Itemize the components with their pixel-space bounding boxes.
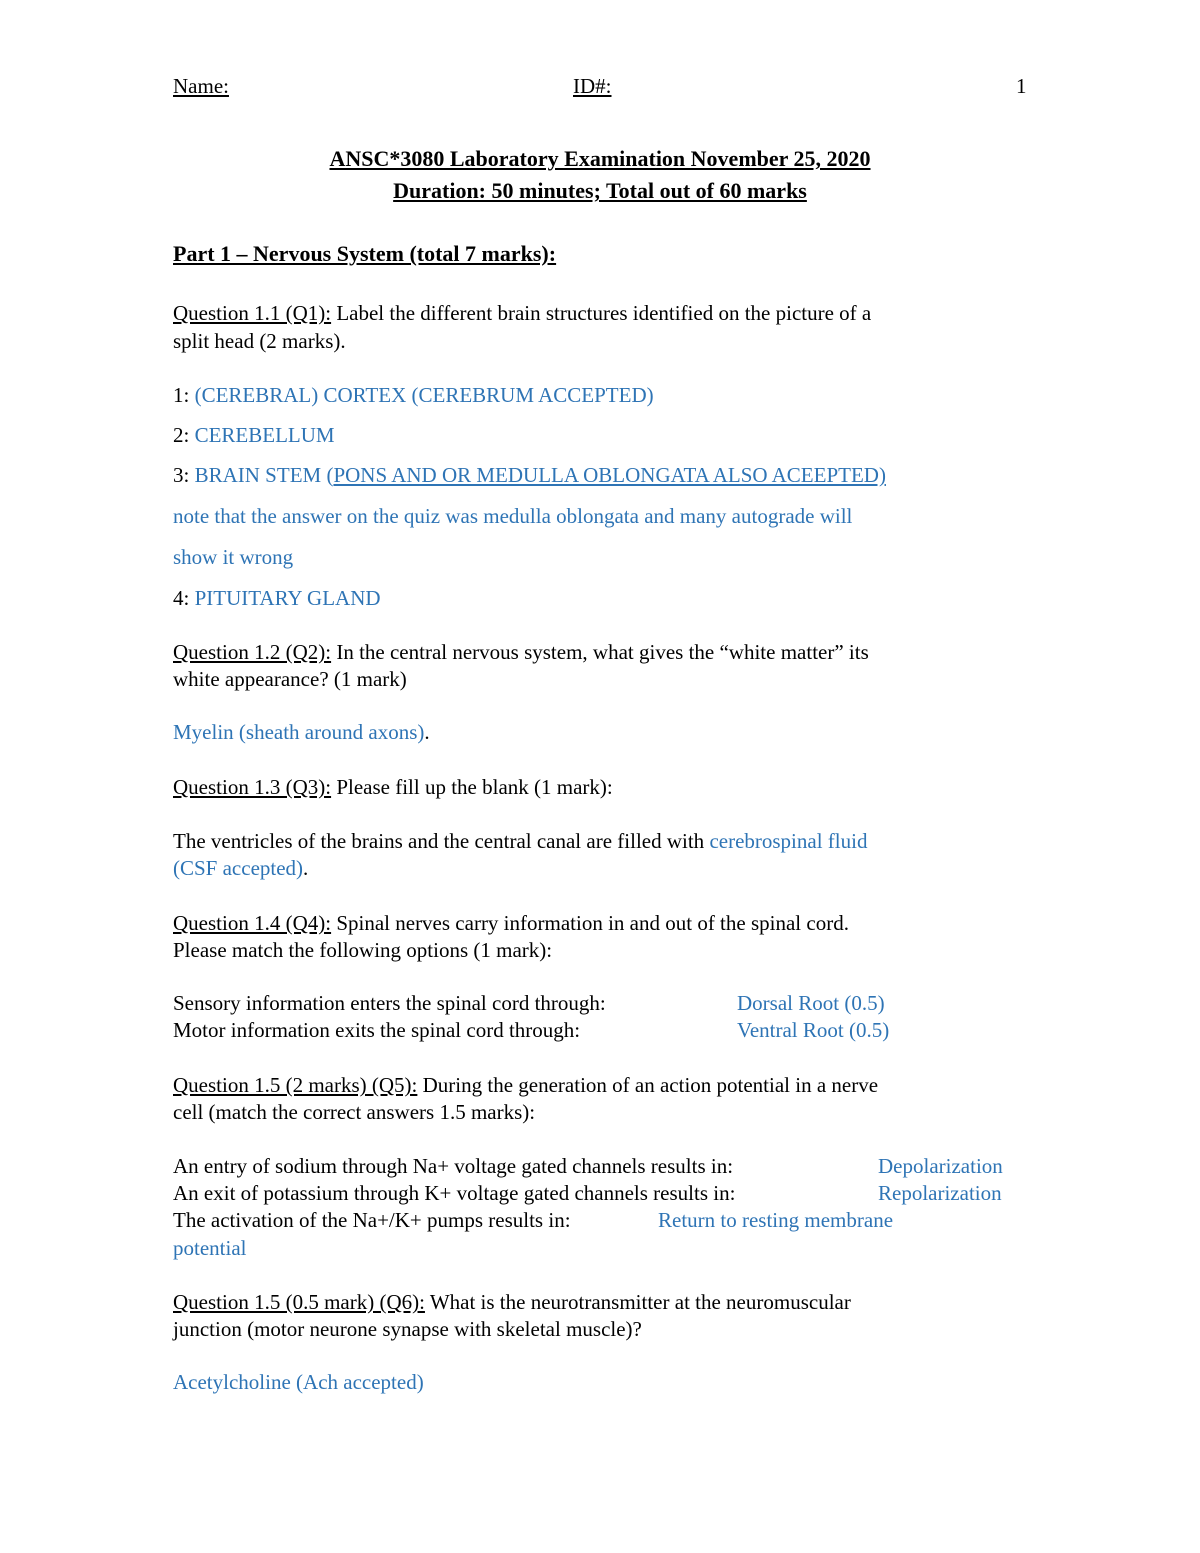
- autograde-note-line1: note that the answer on the quiz was medulla oblongata and many autograde will: [173, 504, 853, 528]
- answer-text: cerebrospinal fluid: [709, 829, 868, 853]
- question-label: Question 1.4 (Q4):: [173, 911, 332, 935]
- question-label: Question 1.2 (Q2):: [173, 640, 332, 664]
- question-1-5: [173, 1072, 878, 1099]
- question-text: Please fill up the blank (1 mark):: [331, 775, 613, 799]
- fill-blank-sentence: [173, 828, 867, 855]
- match-answer: Dorsal Root (0.5): [737, 991, 885, 1015]
- match-prompt: Sensory information enters the spinal cord through:: [173, 991, 606, 1015]
- answer-number: 4:: [173, 586, 195, 610]
- question-1-2-line2: white appearance? (1 mark): [173, 667, 407, 691]
- sentence-text: The ventricles of the brains and the central canal are filled with: [173, 829, 710, 853]
- question-label: Question 1.5 (2 marks) (Q5):: [173, 1073, 418, 1097]
- question-text: What is the neurotransmitter at the neuromuscular: [424, 1290, 851, 1314]
- question-1-5-line2: cell (match the correct answers 1.5 marks):: [173, 1100, 536, 1124]
- answer-1: [173, 382, 654, 409]
- match-answer-cont: potential: [173, 1236, 247, 1260]
- answer-text-cont: (CSF accepted): [173, 856, 304, 880]
- answer-3: [173, 462, 886, 489]
- match-answer: Depolarization: [878, 1154, 1003, 1178]
- match-prompt: The activation of the Na+/K+ pumps results in:: [173, 1208, 571, 1232]
- question-text: In the central nervous system, what gives the “white matter” its: [331, 640, 869, 664]
- question-1-1: [173, 300, 871, 327]
- question-text: Label the different brain structures identified on the picture of a: [331, 301, 872, 325]
- question-1-6-line2: junction (motor neurone synapse with skeletal muscle)?: [173, 1317, 642, 1341]
- question-1-3: [173, 774, 613, 801]
- match-prompt: An entry of sodium through Na+ voltage gated channels results in:: [173, 1154, 734, 1178]
- question-1-4: [173, 910, 849, 937]
- answer-number: 2:: [173, 423, 195, 447]
- exam-title: ANSC*3080 Laboratory Examination November 25, 2020: [329, 146, 871, 171]
- question-1-1-line2: split head (2 marks).: [173, 329, 346, 353]
- question-1-4-line2: Please match the following options (1 mark):: [173, 938, 553, 962]
- answer-q1-2: [173, 719, 430, 746]
- question-1-2: [173, 639, 869, 666]
- match-answer: Ventral Root (0.5): [737, 1018, 890, 1042]
- fill-blank-line2: [173, 855, 308, 882]
- answer-number: 3:: [173, 463, 195, 487]
- question-label: Question 1.3 (Q3):: [173, 775, 332, 799]
- name-label: Name:: [173, 74, 229, 98]
- answer-text: PITUITARY GLAND: [194, 586, 381, 610]
- answer-text: (CEREBRAL) CORTEX (CEREBRUM ACCEPTED): [194, 383, 654, 407]
- question-1-6: [173, 1289, 851, 1316]
- answer-text: Myelin (sheath around axons): [173, 720, 425, 744]
- autograde-note-line2: show it wrong: [173, 545, 294, 569]
- answer-number: 1:: [173, 383, 195, 407]
- answer-text-underlined: PONS AND OR MEDULLA OBLONGATA ALSO ACEEPTED): [333, 463, 886, 487]
- answer-text: BRAIN STEM (: [194, 463, 334, 487]
- answer-q6: Acetylcholine (Ach accepted): [173, 1370, 424, 1394]
- match-prompt: An exit of potassium through K+ voltage gated channels results in:: [173, 1181, 736, 1205]
- question-label: Question 1.5 (0.5 mark) (Q6):: [173, 1290, 425, 1314]
- match-answer: Return to resting membrane: [658, 1208, 894, 1232]
- match-answer: Repolarization: [878, 1181, 1002, 1205]
- answer-period: .: [424, 720, 430, 744]
- question-label: Question 1.1 (Q1):: [173, 301, 332, 325]
- answer-period: .: [303, 856, 309, 880]
- exam-duration: Duration: 50 minutes; Total out of 60 marks: [393, 178, 807, 203]
- answer-2: [173, 422, 335, 449]
- id-label: ID#:: [573, 74, 612, 98]
- question-text: Spinal nerves carry information in and out of the spinal cord.: [331, 911, 849, 935]
- answer-4: [173, 585, 381, 612]
- match-prompt: Motor information exits the spinal cord through:: [173, 1018, 581, 1042]
- part1-heading: Part 1 – Nervous System (total 7 marks):: [173, 241, 557, 266]
- match-row-3: [173, 1207, 571, 1234]
- answer-text: CEREBELLUM: [194, 423, 335, 447]
- question-text: During the generation of an action potential in a nerve: [417, 1073, 879, 1097]
- page-number: 1: [1016, 74, 1027, 98]
